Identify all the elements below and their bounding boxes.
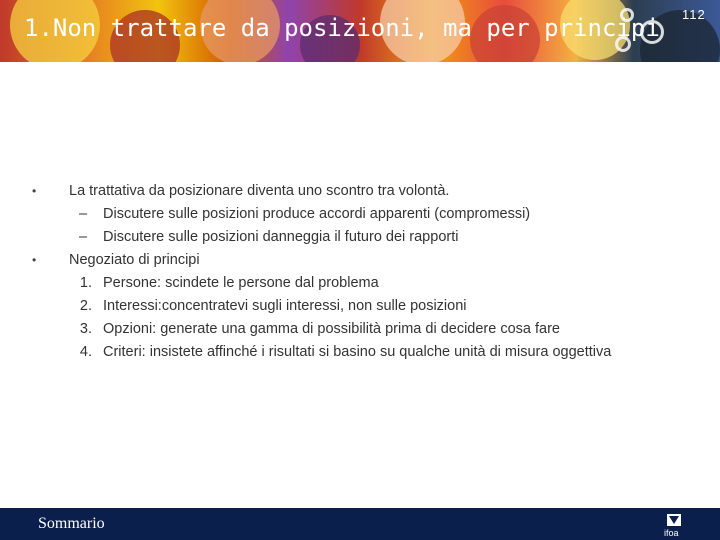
bullet-marker: •: [32, 253, 37, 267]
numbered-marker: 3.: [79, 321, 92, 337]
numbered-item-text: Interessi:concentratevi sugli interessi, non sulle posizioni: [103, 298, 467, 314]
bullet-text: Negoziato di principi: [69, 252, 200, 268]
numbered-marker: 1.: [79, 275, 92, 291]
page-number: 112: [682, 7, 706, 22]
sommario-link[interactable]: Sommario: [38, 515, 105, 532]
sub-bullet-text: Discutere sulle posizioni produce accordi apparenti (compromessi): [103, 206, 531, 222]
footer-bar: [0, 508, 720, 540]
slide-title: 1.Non trattare da posizioni, ma per principi: [24, 14, 660, 42]
numbered-item-text: Criteri: insistete affinché i risultati si basino su qualche unità di misura oggettiva: [103, 344, 612, 360]
sub-marker: –: [79, 229, 88, 245]
numbered-item-text: Persone: scindete le persone dal problema: [103, 275, 379, 291]
numbered-marker: 2.: [79, 298, 92, 314]
numbered-item-text: Opzioni: generate una gamma di possibilità prima di decidere cosa fare: [103, 321, 560, 337]
bullet-marker: •: [32, 184, 37, 198]
sub-marker: –: [79, 206, 88, 222]
ifoa-logo-icon: [664, 512, 688, 538]
header-banner: [0, 0, 720, 62]
numbered-marker: 4.: [79, 344, 92, 360]
sub-bullet-text: Discutere sulle posizioni danneggia il futuro dei rapporti: [103, 229, 459, 245]
bullet-text: La trattativa da posizionare diventa uno scontro tra volontà.: [69, 183, 450, 199]
ifoa-logo-text: ifoa: [664, 528, 679, 538]
